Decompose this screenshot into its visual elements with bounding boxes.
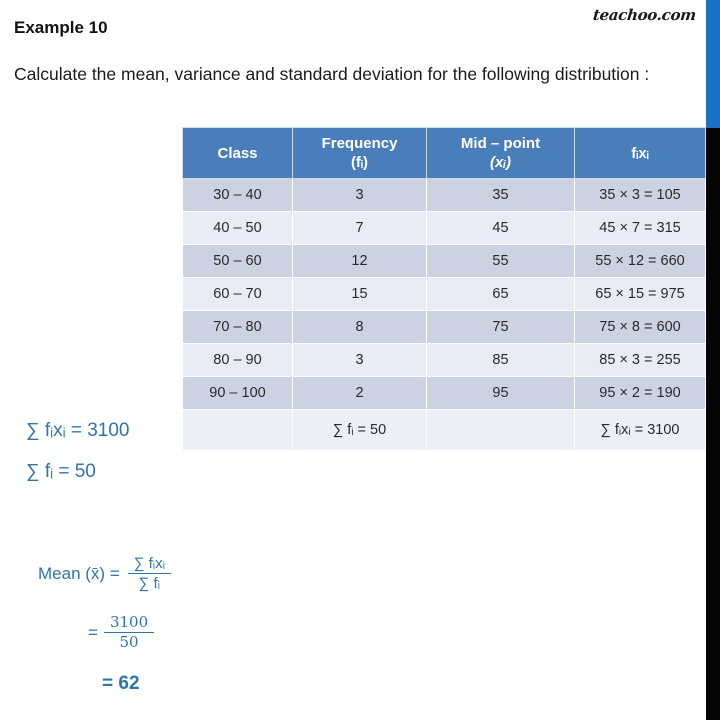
column-header-frequency	[293, 128, 427, 179]
frequency-distribution-table	[182, 127, 706, 451]
table-row	[183, 311, 706, 344]
cell-fx: 95 × 2 = 190	[575, 377, 706, 410]
table-body	[183, 179, 706, 451]
column-header-midpoint-sublabel: (xᵢ)	[490, 154, 511, 171]
cell-class: 70 – 80	[183, 311, 293, 344]
cell-fx: 65 × 15 = 975	[575, 278, 706, 311]
cell-midpoint: 95	[427, 377, 575, 410]
column-header-frequency-sublabel: (fᵢ)	[350, 154, 369, 171]
cell-class: 90 – 100	[183, 377, 293, 410]
total-cell-frequency-sum: ∑ fᵢ = 50	[293, 410, 427, 451]
summary-sum-f: ∑ fᵢ = 50	[26, 461, 96, 482]
cell-class: 60 – 70	[183, 278, 293, 311]
mean-formula-row	[38, 555, 173, 592]
cell-frequency: 7	[293, 212, 427, 245]
column-header-frequency-label: Frequency	[321, 135, 398, 152]
cell-fx: 75 × 8 = 600	[575, 311, 706, 344]
column-header-fx	[575, 128, 706, 179]
cell-frequency: 3	[293, 344, 427, 377]
cell-frequency: 2	[293, 377, 427, 410]
column-header-fx-label: fᵢxᵢ	[631, 144, 649, 162]
table-row	[183, 377, 706, 410]
cell-midpoint: 55	[427, 245, 575, 278]
column-header-class-label: Class	[217, 144, 258, 162]
table-header-row	[183, 128, 706, 179]
cell-fx: 45 × 7 = 315	[575, 212, 706, 245]
total-cell-midpoint	[427, 410, 575, 451]
table-row	[183, 344, 706, 377]
mean-value-denominator: 50	[119, 633, 139, 651]
question-statement: Calculate the mean, variance and standard deviation for the following distribution :	[14, 64, 650, 84]
mean-label: Mean (x̄) =	[38, 563, 120, 583]
mean-formula-numerator: ∑ fᵢxᵢ	[128, 555, 171, 574]
column-header-midpoint-label: Mid – point	[460, 135, 541, 152]
cell-class: 40 – 50	[183, 212, 293, 245]
cell-frequency: 8	[293, 311, 427, 344]
mean-substitution-row	[88, 614, 173, 651]
mean-equals-sign: =	[88, 622, 98, 642]
mean-value-fraction	[104, 614, 154, 651]
mean-calculation-block	[38, 555, 173, 695]
cell-fx: 55 × 12 = 660	[575, 245, 706, 278]
column-header-class	[183, 128, 293, 179]
cell-class: 30 – 40	[183, 179, 293, 212]
cell-fx: 35 × 3 = 105	[575, 179, 706, 212]
cell-midpoint: 45	[427, 212, 575, 245]
cell-midpoint: 85	[427, 344, 575, 377]
mean-formula-denominator: ∑ fᵢ	[138, 575, 161, 592]
table-row	[183, 245, 706, 278]
right-edge-black-bar	[706, 128, 720, 720]
total-cell-class	[183, 410, 293, 451]
mean-value-numerator: 3100	[104, 614, 154, 633]
mean-formula-fraction	[128, 555, 171, 592]
cell-fx: 85 × 3 = 255	[575, 344, 706, 377]
table-row	[183, 212, 706, 245]
cell-frequency: 15	[293, 278, 427, 311]
cell-midpoint: 35	[427, 179, 575, 212]
cell-frequency: 12	[293, 245, 427, 278]
table-row	[183, 179, 706, 212]
cell-midpoint: 75	[427, 311, 575, 344]
column-header-midpoint	[427, 128, 575, 179]
cell-frequency: 3	[293, 179, 427, 212]
cell-class: 50 – 60	[183, 245, 293, 278]
teachoo-watermark: teachoo.com	[592, 6, 697, 24]
table-totals-row	[183, 410, 706, 451]
summary-sum-fx: ∑ fᵢxᵢ = 3100	[26, 420, 130, 441]
right-edge-blue-bar	[706, 0, 720, 128]
page-title: Example 10	[14, 18, 108, 37]
table-row	[183, 278, 706, 311]
mean-result: = 62	[102, 673, 140, 694]
total-cell-fx-sum: ∑ fᵢxᵢ = 3100	[575, 410, 706, 451]
cell-class: 80 – 90	[183, 344, 293, 377]
cell-midpoint: 65	[427, 278, 575, 311]
